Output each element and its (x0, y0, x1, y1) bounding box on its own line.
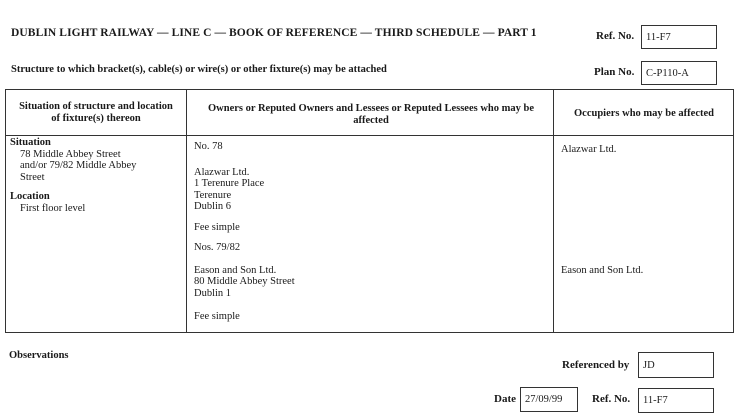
footer-ref-no-field[interactable]: 11-F7 (638, 388, 714, 413)
situation-cell (10, 137, 136, 214)
table-right-border (733, 89, 734, 333)
owner-address-line: Dublin 1 (194, 287, 232, 299)
referenced-by-field[interactable]: JD (638, 352, 714, 378)
plan-no-label: Plan No. (594, 66, 635, 78)
location-heading: Location (10, 191, 50, 202)
owner-address-line: Eason and Son Ltd. (194, 264, 277, 276)
occupier-entry: Alazwar Ltd. (561, 144, 617, 155)
owner-number: Nos. 79/82 (194, 242, 241, 253)
schedule-title: DUBLIN LIGHT RAILWAY — LINE C — BOOK OF REFERENCE — THIRD SCHEDULE — PART 1 (11, 27, 537, 39)
column-divider-2 (553, 89, 554, 333)
occupier-entry: Eason and Son Ltd. (561, 265, 644, 276)
situation-line: and/or 79/82 Middle Abbey (20, 160, 137, 171)
referenced-by-label: Referenced by (562, 359, 630, 371)
table-top-border (5, 89, 734, 90)
table-left-border (5, 89, 6, 333)
column-header-situation: Situation of structure and location of fixture(s) thereon (19, 101, 173, 124)
owner-address-line: Alazwar Ltd. (194, 166, 250, 178)
location-text: First floor level (20, 202, 86, 214)
ref-no-label: Ref. No. (596, 30, 635, 42)
table-bottom-border (5, 332, 734, 333)
situation-line: 78 Middle Abbey Street (20, 148, 121, 160)
owner-address-line: 80 Middle Abbey Street (194, 276, 295, 287)
owner-tenure: Fee simple (194, 221, 240, 233)
situation-heading: Situation (10, 137, 51, 148)
plan-no-field[interactable]: C-P110-A (641, 61, 717, 85)
owner-tenure: Fee simple (194, 311, 240, 322)
date-field[interactable]: 27/09/99 (520, 387, 578, 412)
column-divider-1 (186, 89, 187, 333)
column-header-owners: Owners or Reputed Owners and Lessees or Reputed Lessees who may be affected (208, 103, 534, 126)
ref-no-field[interactable]: 11-F7 (641, 25, 717, 49)
owners-cell (194, 141, 295, 323)
owner-address-line: Dublin 6 (194, 201, 232, 212)
footer-ref-no-label: Ref. No. (592, 393, 631, 405)
owner-number: No. 78 (194, 141, 223, 152)
column-header-occupiers: Occupiers who may be affected (574, 108, 714, 119)
situation-line: Street (20, 171, 45, 183)
structure-subtitle: Structure to which bracket(s), cable(s) or wire(s) or other fixture(s) may be attached (11, 64, 387, 75)
observations-label: Observations (9, 350, 69, 361)
header-divider (5, 135, 734, 136)
owner-address-line: 1 Terenure Place (194, 178, 265, 189)
date-label: Date (494, 393, 516, 405)
owner-address-line: Terenure (194, 189, 232, 201)
